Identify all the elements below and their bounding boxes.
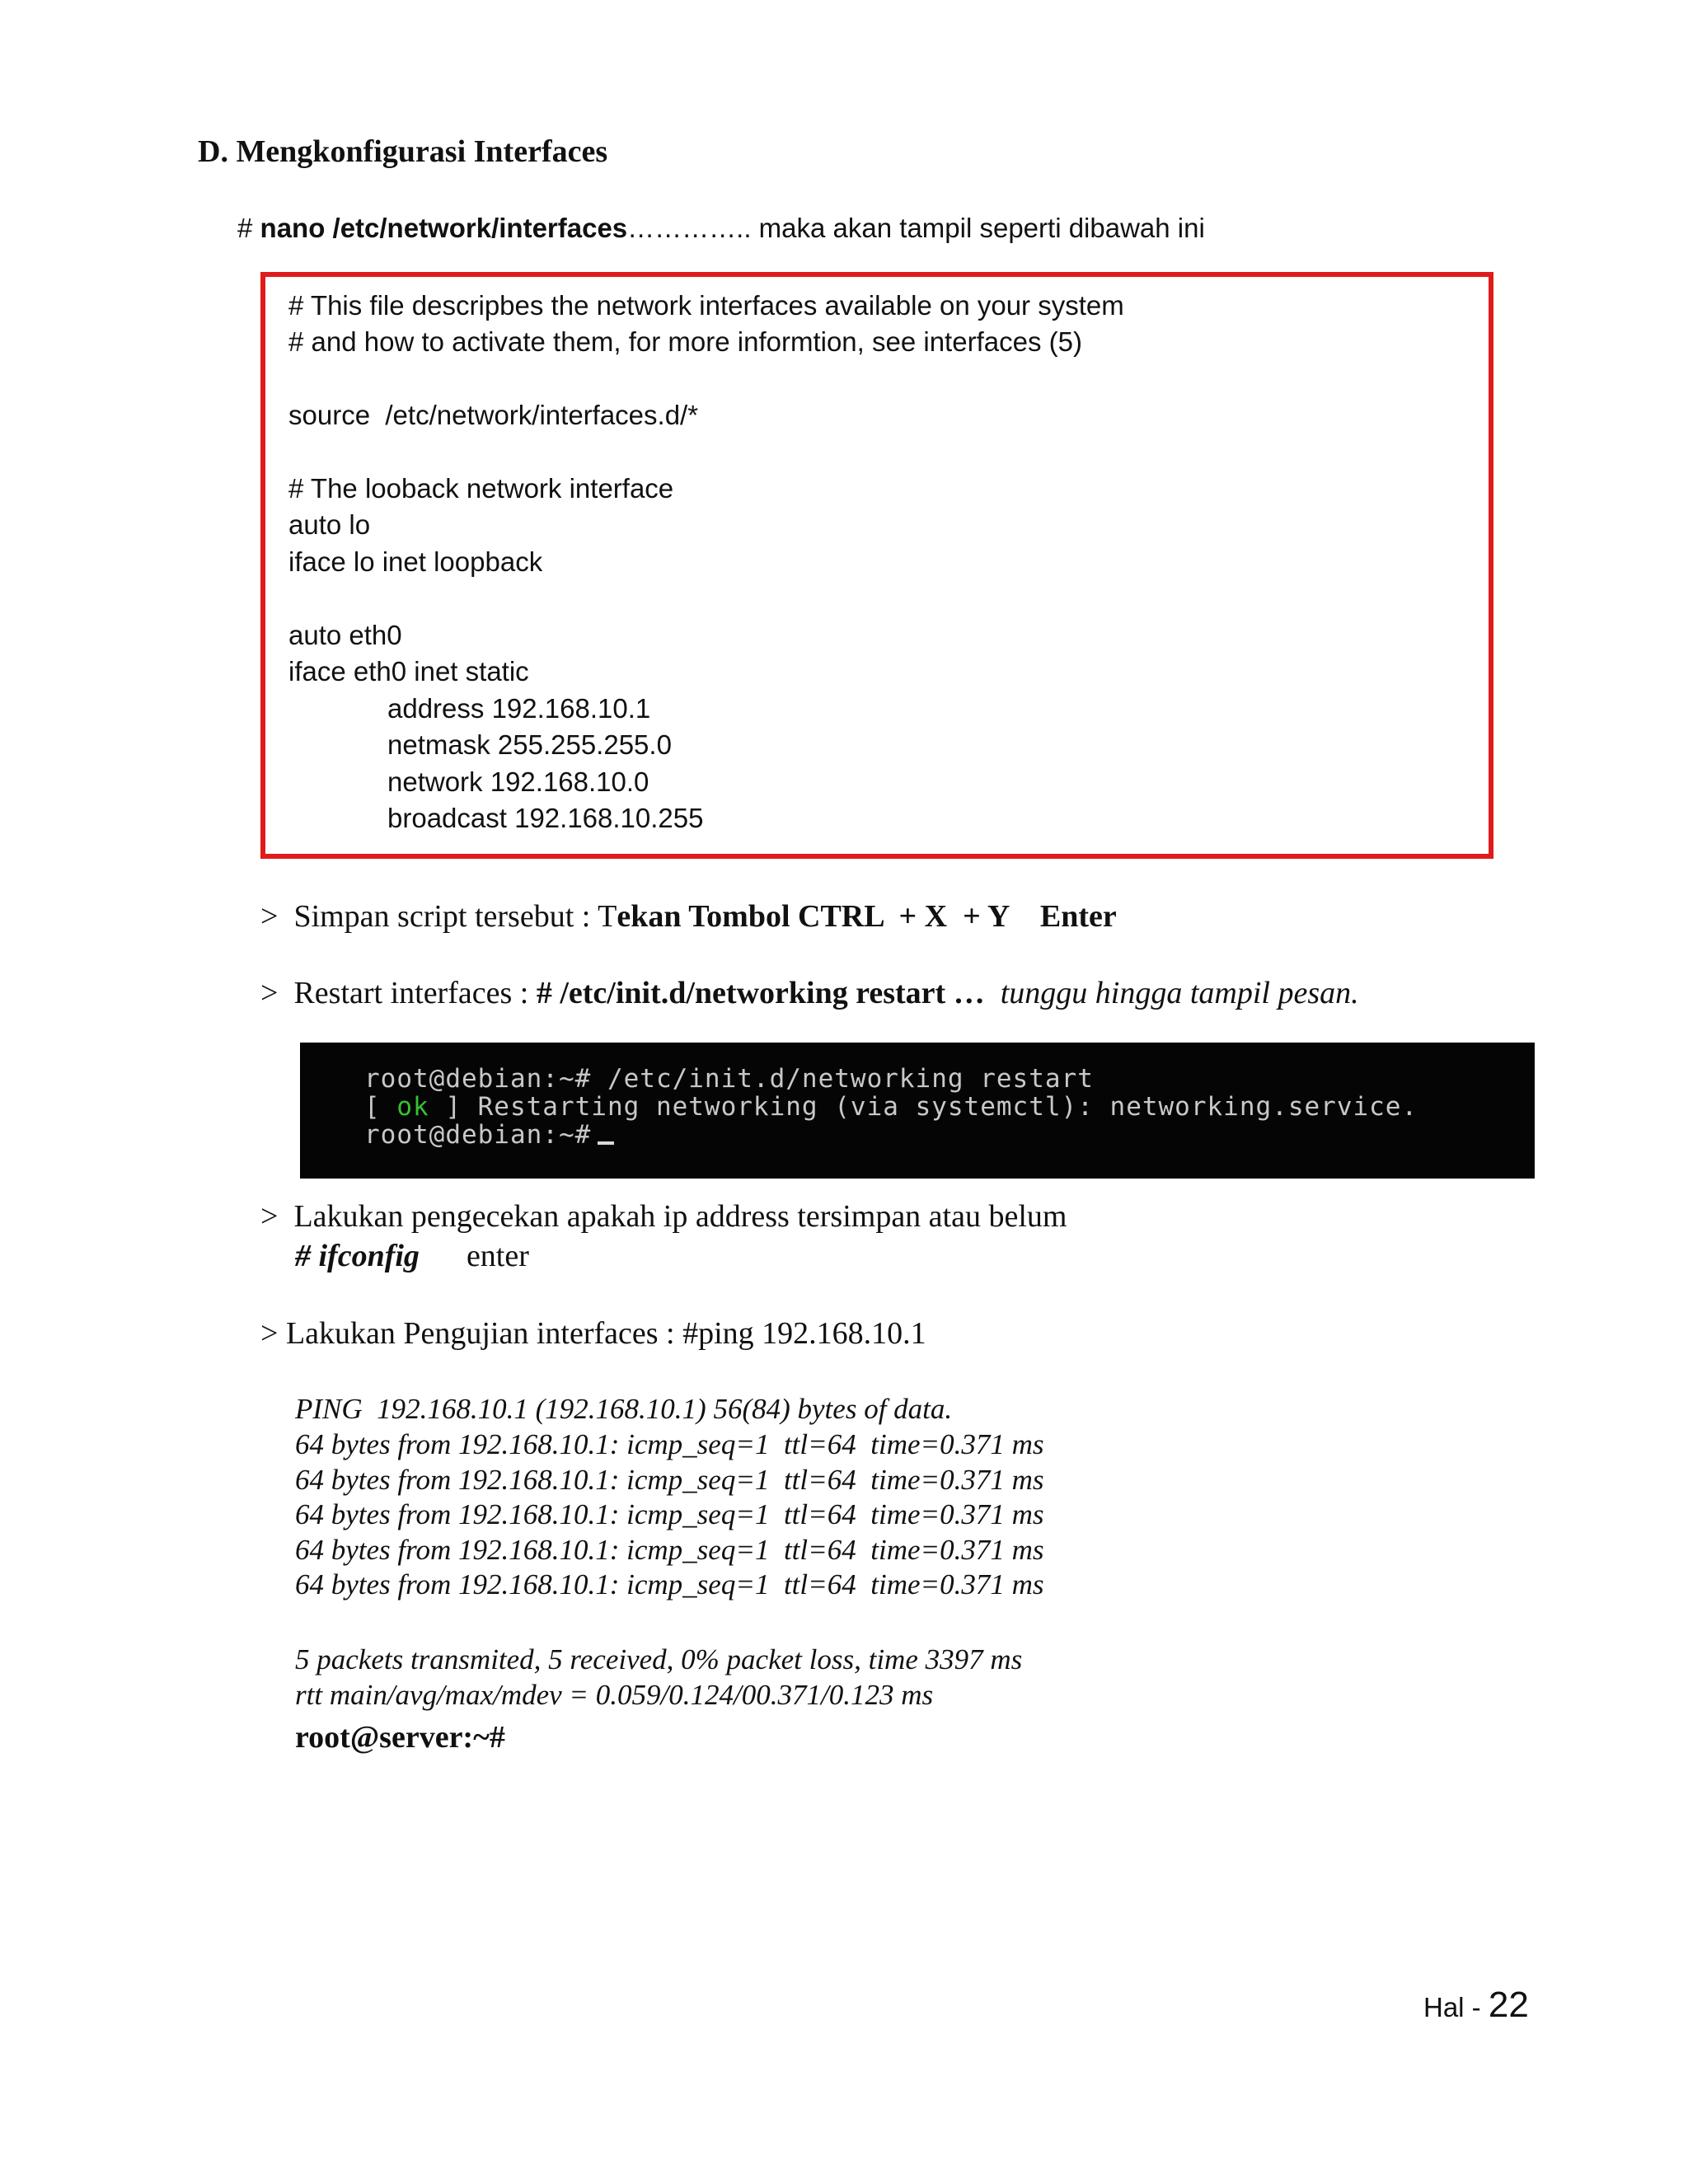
nano-dots: ………….. — [627, 213, 752, 243]
page-number-value: 22 — [1488, 1985, 1529, 2025]
terminal-prompt: root@debian:~# — [364, 1120, 592, 1150]
ifconfig-enter: enter — [466, 1239, 529, 1273]
terminal-screenshot — [300, 1043, 1535, 1179]
ping-reply: 64 bytes from 192.168.10.1: icmp_seq=1 ttl=64 time=0.371 ms — [295, 1568, 1044, 1601]
config-netmask: netmask 255.255.255.0 — [387, 729, 672, 760]
ping-reply: 64 bytes from 192.168.10.1: icmp_seq=1 ttl=64 time=0.371 ms — [295, 1428, 1044, 1460]
ping-reply: 64 bytes from 192.168.10.1: icmp_seq=1 ttl=64 time=0.371 ms — [295, 1498, 1044, 1530]
step-save — [260, 898, 1117, 935]
step-check-command-line — [295, 1238, 529, 1274]
step-check-label: Lakukan pengecekan apakah ip address tersimpan atau belum — [293, 1199, 1067, 1234]
step-ping — [260, 1315, 926, 1352]
terminal-line-3 — [364, 1120, 614, 1150]
server-prompt: root@server:~# — [295, 1720, 505, 1755]
step-restart-command: # /etc/init.d/networking restart … — [536, 976, 985, 1010]
step-save-marker: > — [260, 899, 279, 934]
terminal-line-1: root@debian:~# /etc/init.d/networking restart — [364, 1064, 1094, 1094]
nano-command-line — [237, 213, 1205, 244]
step-restart-note: tunggu hingga tampil pesan. — [1000, 976, 1359, 1010]
step-restart — [260, 975, 1359, 1011]
step-save-label: Simpan script tersebut : T — [293, 899, 617, 934]
config-auto-lo: auto lo — [288, 509, 371, 540]
config-iface-eth0: iface eth0 inet static — [288, 656, 529, 687]
step-check — [260, 1198, 1067, 1235]
ping-reply: 64 bytes from 192.168.10.1: icmp_seq=1 ttl=64 time=0.371 ms — [295, 1534, 1044, 1566]
config-comment-line-2: # and how to activate them, for more informtion, see interfaces (5) — [288, 326, 1082, 357]
ifconfig-command: # ifconfig — [295, 1239, 420, 1273]
config-loopback-comment: # The looback network interface — [288, 473, 674, 504]
ping-header: PING 192.168.10.1 (192.168.10.1) 56(84) bytes of data. — [295, 1393, 953, 1425]
terminal-restart-message: ] Restarting networking (via systemctl): networking.service. — [429, 1092, 1418, 1122]
ping-reply: 64 bytes from 192.168.10.1: icmp_seq=1 ttl=64 time=0.371 ms — [295, 1464, 1044, 1496]
step-ping-label: Lakukan Pengujian interfaces : #ping 192.168.10.1 — [285, 1316, 926, 1351]
config-iface-lo: iface lo inet loopback — [288, 546, 543, 577]
terminal-ok-status: ok — [396, 1092, 429, 1122]
nano-command: nano /etc/network/interfaces — [260, 213, 628, 243]
config-broadcast: broadcast 192.168.10.255 — [387, 803, 704, 833]
config-source-line: source /etc/network/interfaces.d/* — [288, 400, 699, 430]
config-auto-eth0: auto eth0 — [288, 620, 402, 650]
page-label: Hal - — [1423, 1992, 1489, 2022]
page-number — [1423, 1985, 1529, 2026]
step-check-marker: > — [260, 1199, 279, 1234]
ping-summary: 5 packets transmited, 5 received, 0% packet loss, time 3397 ms — [295, 1643, 1023, 1675]
ping-rtt: rtt main/avg/max/mdev = 0.059/0.124/00.371/0.123 ms — [295, 1679, 934, 1711]
step-save-keys: ekan Tombol CTRL + X + Y Enter — [617, 899, 1117, 934]
terminal-bracket-open: [ — [364, 1092, 397, 1122]
terminal-cursor — [598, 1141, 614, 1145]
step-restart-marker: > — [260, 976, 279, 1010]
config-address: address 192.168.10.1 — [387, 693, 651, 724]
section-heading: D. Mengkonfigurasi Interfaces — [198, 134, 608, 169]
step-restart-label: Restart interfaces : — [293, 976, 537, 1010]
nano-prefix: # — [237, 213, 260, 243]
nano-suffix: maka akan tampil seperti dibawah ini — [751, 213, 1205, 243]
terminal-line-2 — [364, 1092, 1418, 1122]
interfaces-config-box — [260, 272, 1493, 859]
config-comment-line-1: # This file descripbes the network interfaces available on your system — [288, 290, 1124, 321]
step-ping-marker: > — [260, 1316, 279, 1351]
config-network: network 192.168.10.0 — [387, 766, 649, 797]
